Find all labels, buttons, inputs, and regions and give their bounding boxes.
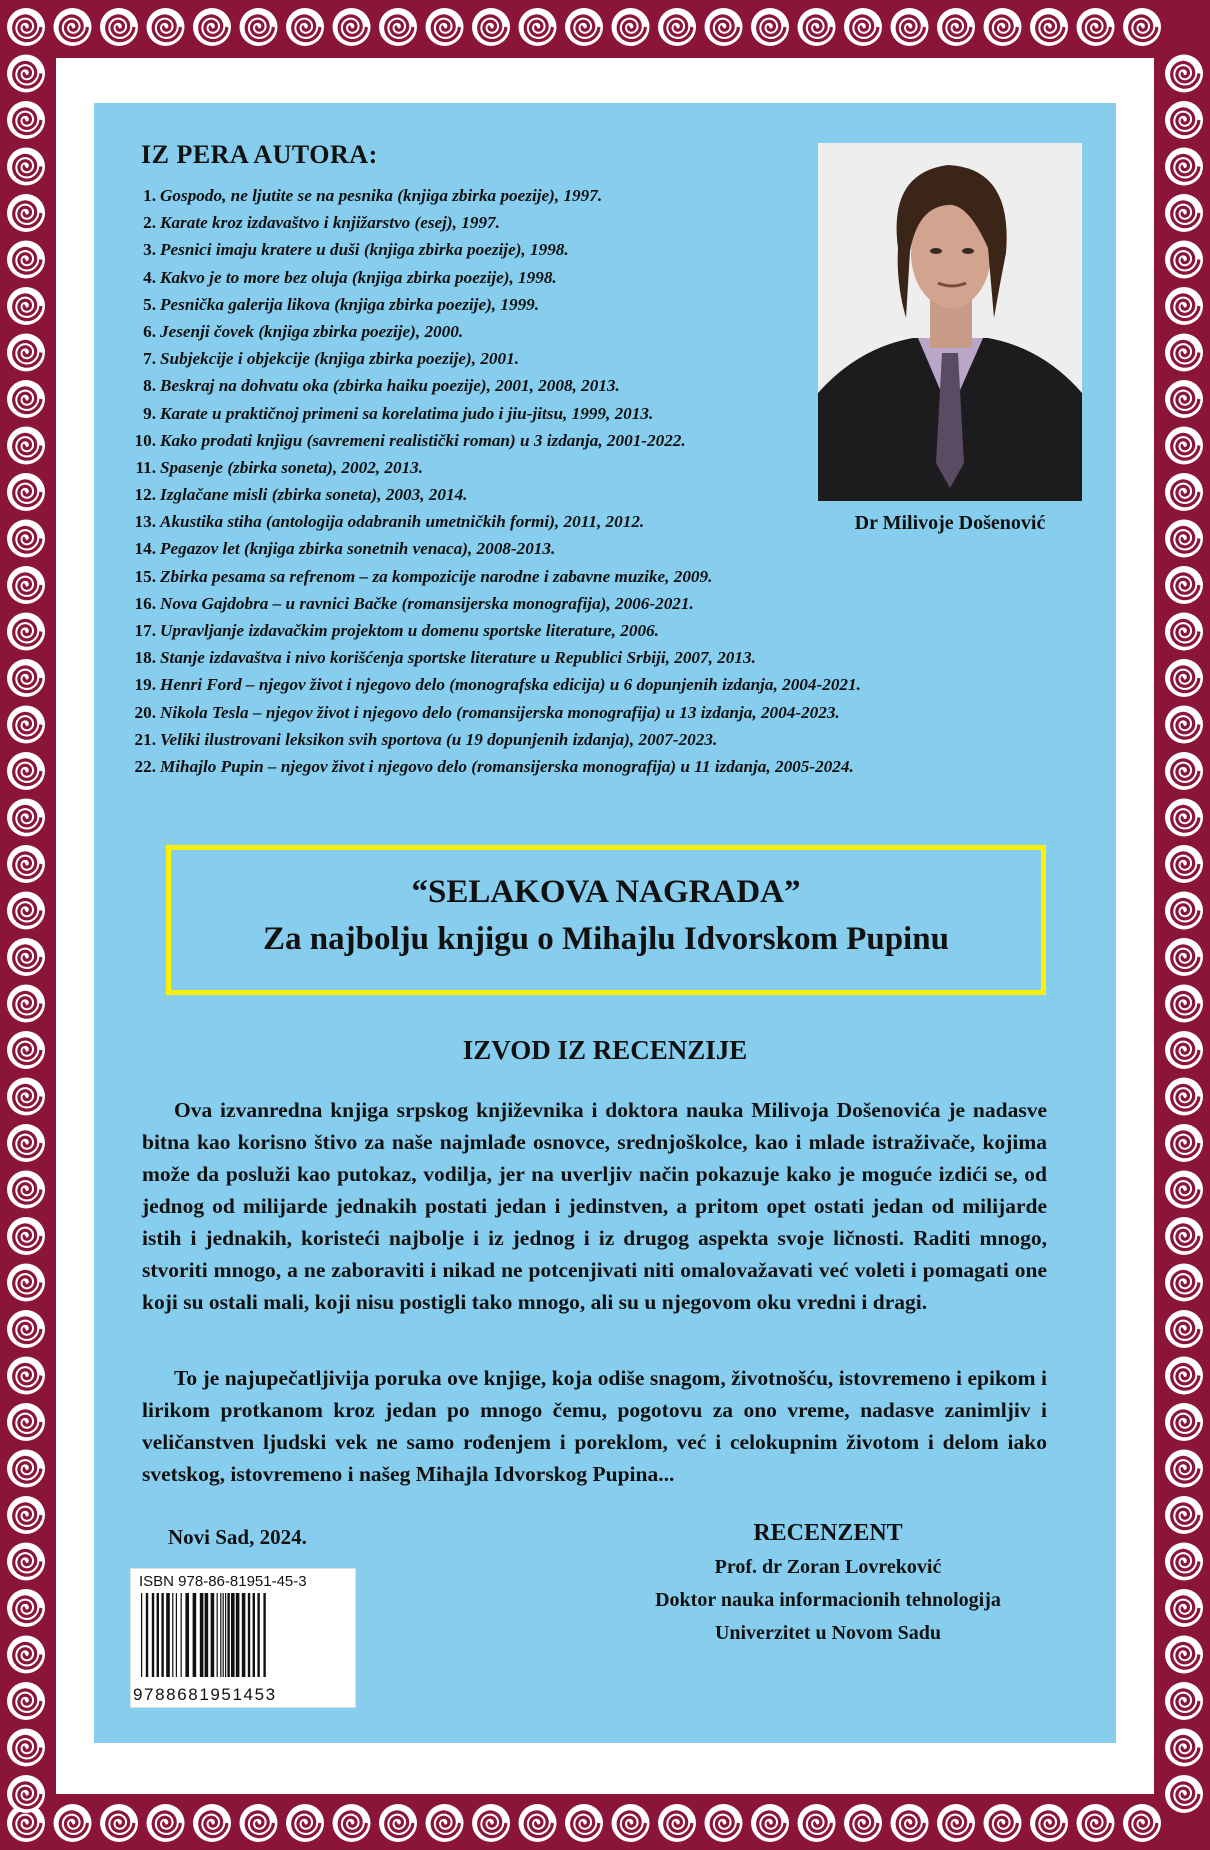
work-item	[118, 400, 861, 427]
award-title: “SELAKOVA NAGRADA”	[411, 874, 801, 910]
work-number: 19.	[134, 675, 156, 695]
barcode-bar	[185, 1593, 189, 1677]
work-item	[118, 427, 861, 454]
isbn-digits: 9788681951453	[133, 1685, 277, 1704]
award-subtitle: Za najbolju knjigu o Mihajlu Idvorskom Pupinu	[263, 921, 949, 957]
reviewer-name: Prof. dr Zoran Lovreković	[714, 1556, 942, 1578]
work-number: 11.	[135, 457, 156, 477]
barcode-bar	[211, 1593, 215, 1677]
barcode-bar	[263, 1593, 265, 1677]
work-number: 16.	[134, 593, 156, 613]
work-title: Karate kroz izdavaštvo i knjižarstvo (esej), 1997.	[160, 213, 500, 233]
work-number: 8.	[143, 376, 156, 396]
barcode-bar	[248, 1593, 250, 1677]
barcode-bar	[227, 1593, 229, 1677]
work-item	[118, 318, 861, 345]
barcode-bar	[205, 1593, 209, 1677]
work-item	[118, 372, 861, 399]
work-title: Beskraj na dohvatu oka (zbirka haiku poezije), 2001, 2008, 2013.	[160, 376, 620, 396]
work-number: 6.	[143, 321, 156, 341]
reviewer-institution: Univerzitet u Novom Sadu	[714, 1622, 942, 1644]
barcode-bar	[176, 1593, 177, 1677]
work-item	[118, 644, 861, 671]
work-item	[118, 291, 861, 318]
barcode-bar	[193, 1593, 197, 1677]
work-item	[118, 236, 861, 263]
work-title: Spasenje (zbirka soneta), 2002, 2013.	[160, 457, 424, 477]
work-number: 21.	[134, 729, 156, 749]
work-number: 14.	[134, 539, 156, 559]
work-item	[118, 535, 861, 562]
barcode-bar	[161, 1593, 163, 1677]
barcode-bar	[217, 1593, 218, 1677]
barcode-bar	[220, 1593, 221, 1677]
barcode-bar	[146, 1593, 148, 1677]
works-list	[118, 182, 861, 780]
work-item	[118, 753, 861, 780]
work-item	[118, 563, 861, 590]
place-date: Novi Sad, 2024.	[168, 1525, 307, 1549]
work-number: 10.	[134, 430, 156, 450]
award-box	[166, 845, 1046, 995]
barcode-bar	[223, 1593, 224, 1677]
barcode-bar	[157, 1593, 159, 1677]
barcode-bar	[166, 1593, 170, 1677]
work-number: 3.	[143, 240, 156, 260]
barcode-bar	[257, 1593, 259, 1677]
work-title: Nova Gajdobra – u ravnici Bačke (romansijerska monografija), 2006-2021.	[160, 593, 694, 613]
photo-caption: Dr Milivoje Došenović	[854, 512, 1046, 534]
work-item	[118, 481, 861, 508]
review-title: IZVOD IZ RECENZIJE	[462, 1035, 748, 1065]
work-number: 9.	[143, 403, 156, 423]
barcode-bar	[181, 1593, 182, 1677]
work-item	[118, 726, 861, 753]
work-number: 13.	[134, 512, 156, 532]
work-title: Subjekcije i objekcije (knjiga zbirka poezije), 2001.	[160, 349, 519, 369]
barcode-bar	[200, 1593, 204, 1677]
work-title: Gospodo, ne ljutite se na pesnika (knjiga zbirka poezije), 1997.	[160, 186, 603, 205]
reviewer-title: RECENZENT	[753, 1520, 903, 1546]
work-title: Zbirka pesama sa refrenom – za kompozicije narodne i zabavne muzike, 2009.	[160, 566, 713, 586]
work-number: 7.	[143, 349, 156, 369]
isbn-label: ISBN 978-86-81951-45-3	[139, 1573, 307, 1590]
work-title: Pesnici imaju kratere u duši (knjiga zbirka poezije), 1998.	[160, 240, 569, 260]
work-number: 4.	[143, 267, 156, 287]
barcode-bar	[253, 1593, 255, 1677]
work-title: Mihajlo Pupin – njegov život i njegovo delo (romansijerska monografija) u 11 izdanja, 2005-2024.	[160, 756, 854, 776]
works-heading: IZ PERA AUTORA:	[141, 140, 378, 169]
work-number: 18.	[134, 648, 156, 668]
barcode-bar	[231, 1593, 235, 1677]
barcode-bar	[242, 1593, 246, 1677]
barcode-bar	[152, 1593, 154, 1677]
work-item	[118, 209, 861, 236]
work-item	[118, 182, 861, 209]
author-photo	[818, 143, 1082, 501]
work-number: 1.	[143, 186, 156, 205]
author-portrait-icon	[818, 143, 1082, 501]
work-item	[118, 264, 861, 291]
barcode-bar	[141, 1593, 142, 1677]
barcode-bar	[172, 1593, 173, 1677]
work-title: Izglačane misli (zbirka soneta), 2003, 2014.	[160, 485, 468, 505]
work-title: Henri Ford – njegov život i njegovo delo (monografska edicija) u 6 dopunjenih izdanja, 2004-2021.	[160, 675, 861, 695]
work-title: Akustika stiha (antologija odabranih umetničkih formi), 2011, 2012.	[160, 512, 645, 532]
work-item	[118, 617, 861, 644]
work-item	[118, 345, 861, 372]
work-title: Pegazov let (knjiga zbirka sonetnih venaca), 2008-2013.	[160, 539, 556, 559]
work-item	[118, 590, 861, 617]
review-paragraph-2: To je najupečatljivija poruka ove knjige, koja odiše snagom, životnošću, istovremeno i epikom i lirikom protkanom kroz jedan po mnogo čemu, pogotovu za ono vreme, nadasve zanimljiv i veličanstven ljudski vek ne samo rođenjem i poreklom, već i celokupnim životom i delom iako svetskog, istovremeno i našeg Mihajla Idvorskog Pupina...	[142, 1366, 1047, 1486]
work-number: 20.	[134, 702, 156, 722]
work-number: 17.	[134, 621, 156, 640]
work-title: Stanje izdavaštva i nivo korišćenja sportske literature u Republici Srbiji, 2007, 2013.	[160, 648, 756, 668]
work-number: 5.	[143, 294, 156, 314]
work-item	[118, 454, 861, 481]
work-title: Pesnička galerija likova (knjiga zbirka poezije), 1999.	[160, 294, 540, 314]
work-title: Nikola Tesla – njegov život i njegovo delo (romansijerska monografija) u 13 izdanja, 2004-2023.	[160, 702, 840, 722]
isbn-barcode	[130, 1568, 356, 1708]
work-title: Karate u praktičnoj primeni sa korelatima judo i jiu-jitsu, 1999, 2013.	[160, 403, 654, 423]
work-number: 12.	[134, 485, 156, 505]
review-paragraph-1: Ova izvanredna knjiga srpskog književnika i doktora nauka Milivoja Došenovića je nadasve bitna kao korisno štivo za naše najmlađe osnovce, srednjoškolce, kao i mlade istraživače, kojima može da posluži kao putokaz, vodilja, jer na uverljiv način pokazuje kako je moguće izdići se, od jednog od milijarde jednakih postati jedan i jedinstven, a pritom opet ostati jedan od milijarde istih i jednakih, koristeći najbolje i iz jednog i iz drugog aspekta svoje ličnosti. Raditi mnogo, stvoriti mnogo, a ne zaboraviti i nikad ne potcenjivati niti omalovažavati već voleti i pomagati one koji su ostali mali, koji nisu postigli tako mnogo, ali su u njegovom oku vredni i dragi.	[142, 1098, 1047, 1314]
work-title: Kako prodati knjigu (savremeni realistički roman) u 3 izdanja, 2001-2022.	[160, 430, 686, 450]
work-item	[118, 508, 861, 535]
work-item	[118, 671, 861, 698]
work-item	[118, 699, 861, 726]
work-number: 22.	[134, 756, 156, 776]
barcode-icon	[137, 1593, 349, 1681]
work-title: Veliki ilustrovani leksikon svih sportova (u 19 dopunjenih izdanja), 2007-2023.	[160, 729, 718, 749]
work-title: Upravljanje izdavačkim projektom u domenu sportske literature, 2006.	[160, 621, 659, 640]
barcode-bar	[225, 1593, 226, 1677]
work-title: Kakvo je to more bez oluja (knjiga zbirka poezije), 1998.	[160, 267, 557, 287]
work-title: Jesenji čovek (knjiga zbirka poezije), 2000.	[160, 321, 464, 341]
barcode-bar	[236, 1593, 240, 1677]
work-number: 15.	[134, 566, 156, 586]
reviewer-role: Doktor nauka informacionih tehnologija	[655, 1589, 1001, 1611]
work-number: 2.	[143, 213, 156, 233]
